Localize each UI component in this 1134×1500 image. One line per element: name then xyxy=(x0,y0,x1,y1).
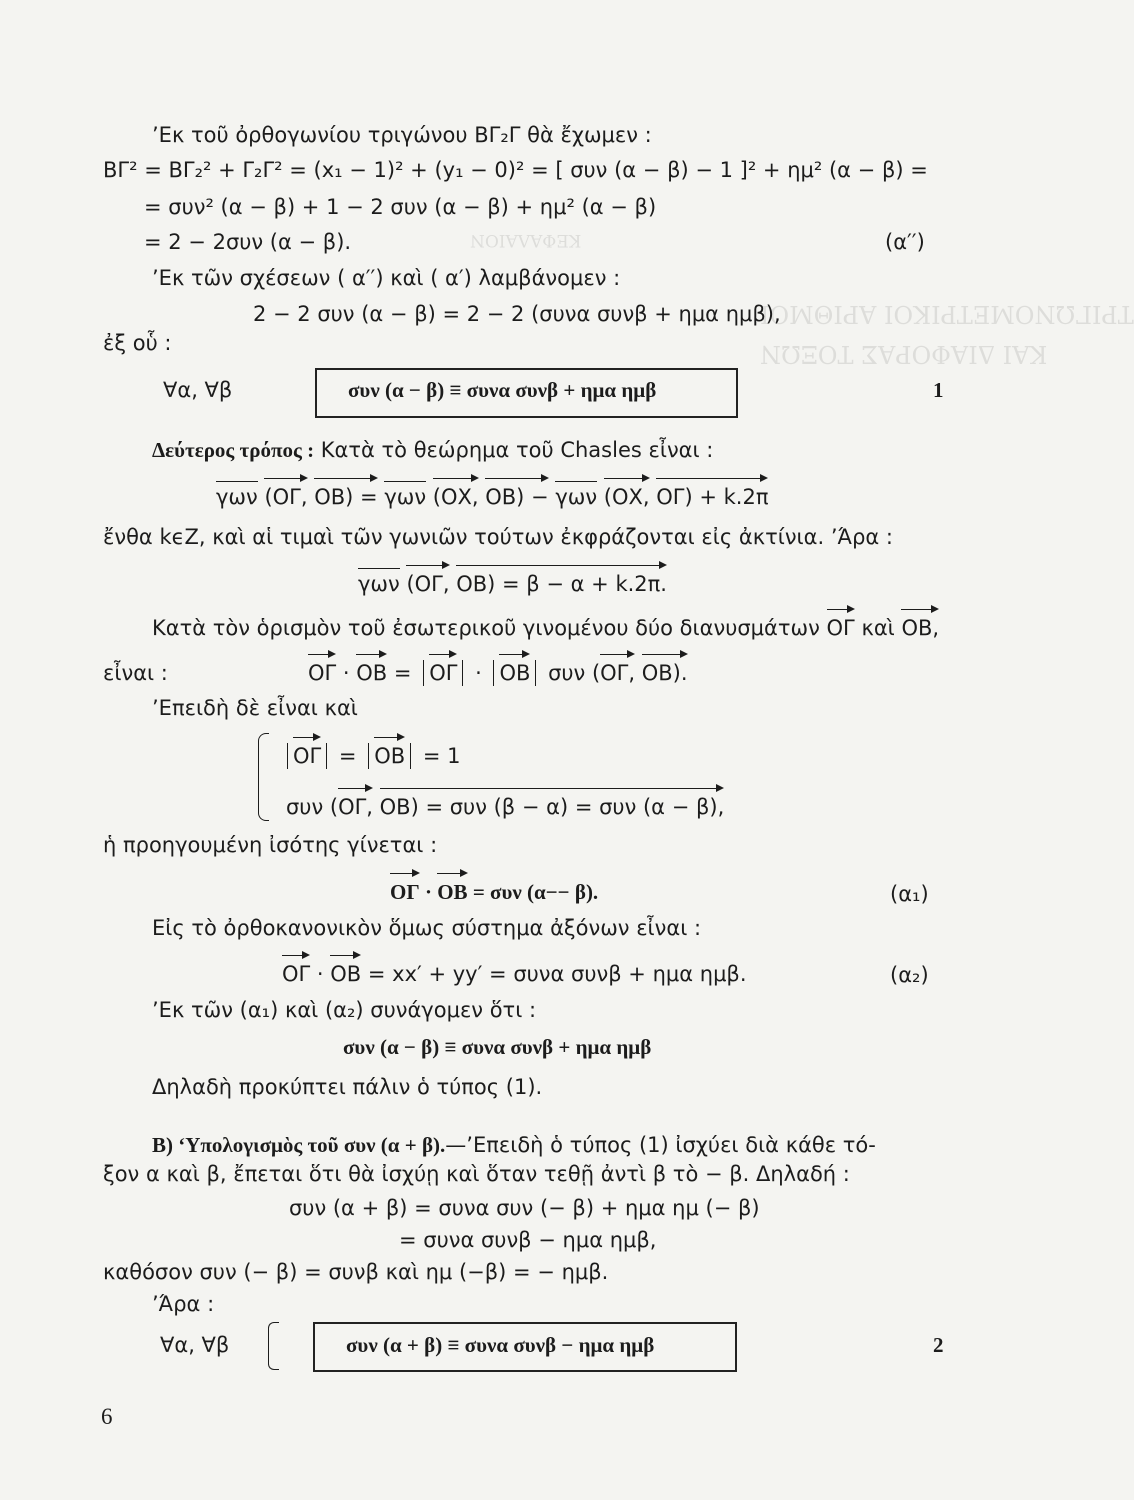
equals: = xyxy=(393,661,419,685)
equation-line: ΒΓ² = ΒΓ₂² + Γ₂Γ² = (x₁ − 1)² + (y₁ − 0)² = [ συν (α − β) − 1 ]² + ημ² (α − β) = xyxy=(103,158,928,182)
vector-OB: ΟΒ) = β − α + k.2π. xyxy=(456,560,667,595)
text-line: ’Επειδὴ δὲ εἶναι καὶ xyxy=(152,696,358,720)
equation-line: = συνα συνβ − ημα ημβ, xyxy=(399,1228,657,1252)
vector-OB: ΟΒ). xyxy=(642,649,688,684)
formula-number-1: 1 xyxy=(933,378,944,402)
equation-line xyxy=(216,473,768,508)
equals: = xyxy=(338,744,364,768)
text-line: ἡ προηγουμένη ἰσότης γίνεται : xyxy=(103,833,438,857)
text-line xyxy=(152,440,713,461)
equation-tag: (α₂) xyxy=(890,963,929,987)
vector-OB: ΟΒ xyxy=(330,950,361,985)
abs-bar xyxy=(493,660,494,686)
text-span: —’Επειδὴ ὁ τύπος (1) ἰσχύει διὰ κάθε τό- xyxy=(445,1133,876,1157)
abs-bar xyxy=(535,660,536,686)
text-line xyxy=(152,1135,876,1156)
equation-line xyxy=(282,732,460,769)
vector-OG: ΟΓ xyxy=(827,604,855,639)
text-line xyxy=(152,604,939,639)
text-line: ’Εκ τῶν (α₁) καὶ (α₂) συνάγομεν ὅτι : xyxy=(152,998,537,1022)
vector-OB: ΟΒ) = συν (β − α) = συν (α − β), xyxy=(380,783,725,818)
text-line: ’Εκ τῶν σχέσεων ( α′′) καὶ ( α′) λαμβάνομεν : xyxy=(152,266,621,290)
text-span: καὶ xyxy=(861,616,895,640)
vector-OG: (ΟΓ, xyxy=(406,560,449,595)
equation-line xyxy=(358,560,667,595)
abs-bar xyxy=(326,743,327,769)
text-line: ἔνθα kϵZ, καὶ αἱ τιμαὶ τῶν γωνιῶν τούτων ἐκφράζονται εἰς ἀκτίνια. ’Άρα : xyxy=(103,525,893,549)
vector-OB: ΟΒ xyxy=(499,649,530,684)
vector-OB: ΟΒ xyxy=(437,868,467,903)
bleed-through-text: ΤΡΙΓΩΝΟΜΕΤΡΙΚΟΙ ΑΡΙΘΜΟΙ xyxy=(760,300,1134,328)
text-span: = xx′ + yy′ = συνα συνβ + ημα ημβ. xyxy=(367,962,747,986)
abs-bar xyxy=(423,660,424,686)
text-line: ξον α καὶ β, ἔπεται ὅτι θὰ ἰσχύῃ καὶ ὅταν τεθῇ ἀντὶ β τὸ − β. Δηλαδή : xyxy=(103,1162,850,1186)
system-brace xyxy=(258,733,269,821)
text-span: = 1 xyxy=(422,744,461,768)
page-number: 6 xyxy=(101,1404,113,1429)
quantifier: ∀α, ∀β xyxy=(163,378,233,402)
equation-line xyxy=(308,649,688,686)
vector-OX: (ΟΧ, xyxy=(433,473,479,508)
abs-bar xyxy=(287,743,288,769)
dot-operator: · xyxy=(424,880,438,904)
vector-OG: ΟΓ xyxy=(293,732,321,767)
vector-OB: ΟΒ xyxy=(356,649,387,684)
formula-result: συν (α − β) ≡ συνα συνβ + ημα ημβ xyxy=(343,1035,652,1059)
formula-number-2: 2 xyxy=(933,1333,944,1357)
text-line: ’Άρα : xyxy=(152,1292,215,1316)
vector-OG: ΟΓ) + k.2π xyxy=(656,473,768,508)
text-line: καθόσον συν (− β) = συνβ καὶ ημ (−β) = − ημβ. xyxy=(103,1260,609,1284)
abs-bar xyxy=(462,660,463,686)
vector-OB: ΟΒ, xyxy=(901,604,939,639)
abs-bar xyxy=(410,743,411,769)
vector-OG: ΟΓ xyxy=(429,649,457,684)
text-span: συν ( xyxy=(548,661,601,685)
section-heading-b: Β) ‘Υπολογισμὸς τοῦ συν (α + β). xyxy=(152,1133,446,1157)
quantifier: ∀α, ∀β xyxy=(160,1333,230,1357)
vector-OB: ΟΒ xyxy=(374,732,405,767)
bracket-left xyxy=(268,1322,279,1370)
equation-line xyxy=(282,950,747,985)
equation-line: = συν² (α − β) + 1 − 2 συν (α − β) + ημ² (α − β) xyxy=(144,195,657,219)
vector-OG: ΟΓ, xyxy=(338,783,373,818)
vector-OB: ΟΒ) = xyxy=(314,473,377,508)
text-line: Δηλαδὴ προκύπτει πάλιν ὁ τύπος (1). xyxy=(152,1075,543,1099)
dot-operator: · xyxy=(316,962,331,986)
bleed-through-text: ΚΑΙ ΔΙΑΦΟΡΑΣ ΤΟΞΩΝ xyxy=(760,340,1048,368)
abs-bar xyxy=(368,743,369,769)
angle-notation: γων xyxy=(555,479,597,508)
equation-line xyxy=(390,868,598,903)
vector-OG: (ΟΓ, xyxy=(264,473,307,508)
bleed-through-text: ΚΕΦΑΛΑΙΟΝ xyxy=(470,230,582,250)
vector-OG: ΟΓ xyxy=(282,950,310,985)
equation-tag: (α′′) xyxy=(885,230,925,254)
text-span: Κατὰ τὸ θεώρημα τοῦ Chasles εἶναι : xyxy=(320,438,714,462)
angle-notation: γων xyxy=(216,479,258,508)
vector-OG: ΟΓ xyxy=(390,868,420,903)
section-heading: Δεύτερος τρόπος : xyxy=(152,438,315,462)
formula-1: συν (α − β) ≡ συνα συνβ + ημα ημβ xyxy=(348,378,657,402)
vector-OX: (ΟΧ, xyxy=(604,473,650,508)
equation-line: συν (α + β) = συνα συν (− β) + ημα ημ (− β) xyxy=(289,1196,760,1220)
text-line: Εἰς τὸ ὀρθοκανονικὸν ὅμως σύστημα ἀξόνων εἶναι : xyxy=(152,916,702,940)
dot-operator: · xyxy=(342,661,357,685)
dot-operator: · xyxy=(475,661,489,685)
vector-OG: ΟΓ xyxy=(308,649,336,684)
text-line: ’Εκ τοῦ ὀρθογωνίου τριγώνου ΒΓ₂Γ θὰ ἔχωμεν : xyxy=(152,123,652,147)
angle-notation: γων xyxy=(358,566,400,595)
text-span: συν ( xyxy=(286,795,339,819)
vector-OB: ΟΒ) − xyxy=(485,473,548,508)
vector-OG: ΟΓ, xyxy=(600,649,635,684)
text-span: = συν (α−− β). xyxy=(472,880,599,904)
text-span: Κατὰ τὸν ὁρισμὸν τοῦ ἐσωτερικοῦ γινομένου δύο διανυσμάτων xyxy=(152,616,820,640)
equation-line: = 2 − 2συν (α − β). xyxy=(144,230,352,254)
text-line: ἐξ οὗ : xyxy=(103,331,172,355)
formula-2: συν (α + β) ≡ συνα συνβ − ημα ημβ xyxy=(346,1333,655,1357)
angle-notation: γων xyxy=(384,479,426,508)
equation-line xyxy=(286,783,724,818)
equation-tag: (α₁) xyxy=(890,882,929,906)
text-line: εἶναι : xyxy=(103,661,168,685)
equation-line: 2 − 2 συν (α − β) = 2 − 2 (συνα συνβ + ημα ημβ), xyxy=(253,302,781,326)
